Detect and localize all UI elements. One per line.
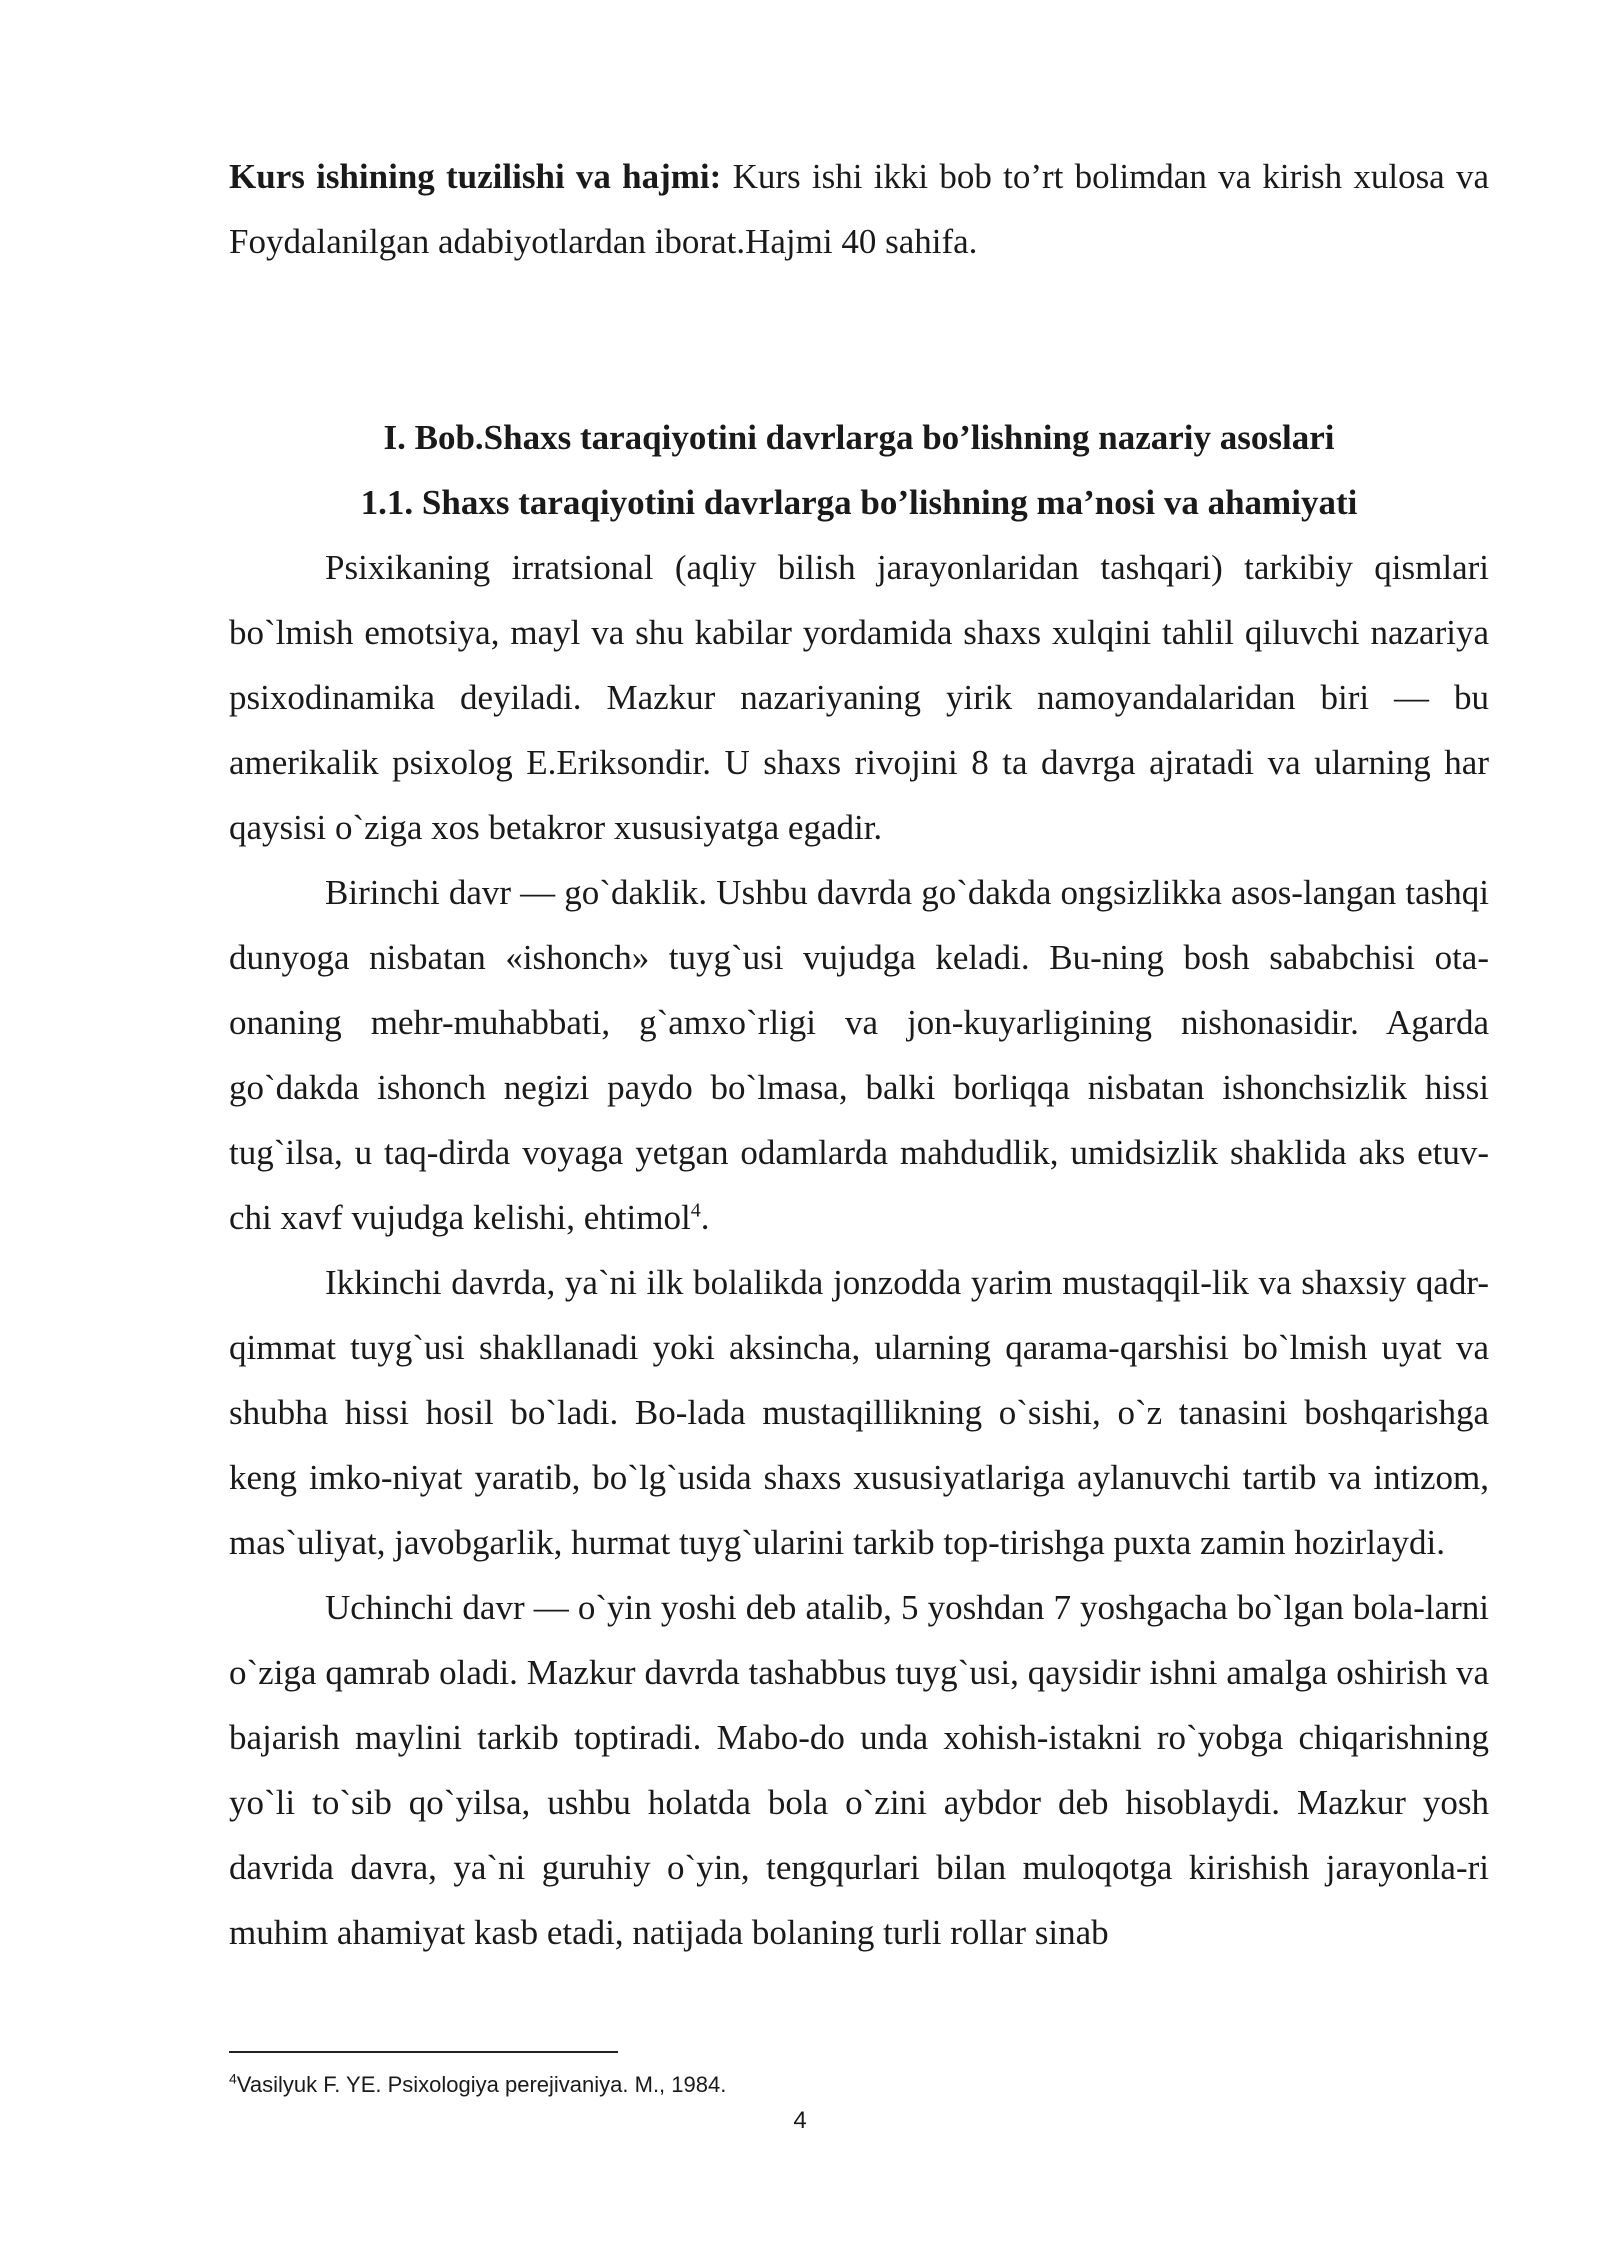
- footnote-separator: [229, 2051, 618, 2053]
- footnote-mark: 4: [229, 2070, 237, 2087]
- intro-text: Kurs ishi ikki bob to’rt bolimdan va kirish xulosa va Foydalanilgan adabiyotlardan iborat.Hajmi 40 sahifa.: [229, 157, 1490, 261]
- paragraph-2-end: .: [700, 1198, 710, 1237]
- footnote-text: Vasilyuk F. YE. Psixologiya perejivaniya. M., 1984.: [236, 2072, 727, 2097]
- footnote: [229, 2070, 726, 2100]
- headings-block: [229, 405, 1489, 535]
- paragraph-1: Psixikaning irratsional (aqliy bilish jarayonlaridan tashqari) tarkibiy qismlari bo`lmish emotsiya, mayl va shu kabilar yordamida shaxs xulqini tahlil qiluvchi nazariya psixodinamika deyiladi. Mazkur nazariyaning yirik namoyandalaridan biri — bu amerikalik psixolog E.Eriksondir. U shaxs rivojini 8 ta davrga ajratadi va ularning har qaysisi o`ziga xos betakror xususiyatga egadir.: [229, 548, 1489, 847]
- footnote-reference[interactable]: 4: [690, 1199, 701, 1222]
- section-heading: 1.1. Shaxs taraqiyotini davrlarga bo’lishning ma’nosi va ahamiyati: [360, 483, 1358, 522]
- chapter-heading: I. Bob.Shaxs taraqiyotini davrlarga bo’lishning nazariy asoslari: [383, 418, 1335, 457]
- paragraph-4: Uchinchi davr — o`yin yoshi deb atalib, 5 yoshdan 7 yoshgacha bo`lgan bola-larni o`ziga qamrab oladi. Mazkur davrda tashabbus tuyg`usi, qaysidir ishni amalga oshirish va bajarish maylini tarkib toptiradi. Mabo-do unda xohish-istakni ro`yobga chiqarishning yo`li to`sib qo`yilsa, ushbu holatda bola o`zini aybdor deb hisoblaydi. Mazkur yosh davrida davra, ya`ni guruhiy o`yin, tengqurlari bilan muloqotga kirishish jarayonla-ri muhim ahamiyat kasb etadi, natijada bolaning turli rollar sinab: [229, 1588, 1489, 1952]
- intro-label: Kurs ishining tuzilishi va hajmi:: [229, 157, 722, 196]
- paragraph-3: Ikkinchi davrda, ya`ni ilk bolalikda jonzodda yarim mustaqqil-lik va shaxsiy qadr-qimmat tuyg`usi shakllanadi yoki aksincha, ularning qarama-qarshisi bo`lmish uyat va shubha hissi hosil bo`ladi. Bo-lada mustaqillikning o`sishi, o`z tanasini boshqarishga keng imko-niyat yaratib, bo`lg`usida shaxs xususiyatlariga aylanuvchi tartib va intizom, mas`uliyat, javobgarlik, hurmat tuyg`ularini tarkib top-tirishga puxta zamin hozirlaydi.: [229, 1263, 1489, 1562]
- paragraph-2: [229, 860, 1489, 1250]
- paragraph-2-text: Birinchi davr — go`daklik. Ushbu davrda go`dakda ongsizlikka asos-langan tashqi dunyoga nisbatan «ishonch» tuyg`usi vujudga keladi. Bu-ning bosh sababchisi ota-onaning mehr-muhabbati, g`amxo`rligi va jon-kuyarligining nishonasidir. Agarda go`dakda ishonch negizi paydo bo`lmasa, balki borliqqa nisbatan ishonchsizlik hissi tug`ilsa, u taq-dirda voyaga yetgan odamlarda mahdudlik, umidsizlik shaklida aks etuv-chi xavf vujudga kelishi, ehtimol: [229, 873, 1489, 1237]
- page-number: 4: [793, 2107, 807, 2134]
- intro-paragraph: [229, 144, 1489, 274]
- body-text: [229, 535, 1489, 1965]
